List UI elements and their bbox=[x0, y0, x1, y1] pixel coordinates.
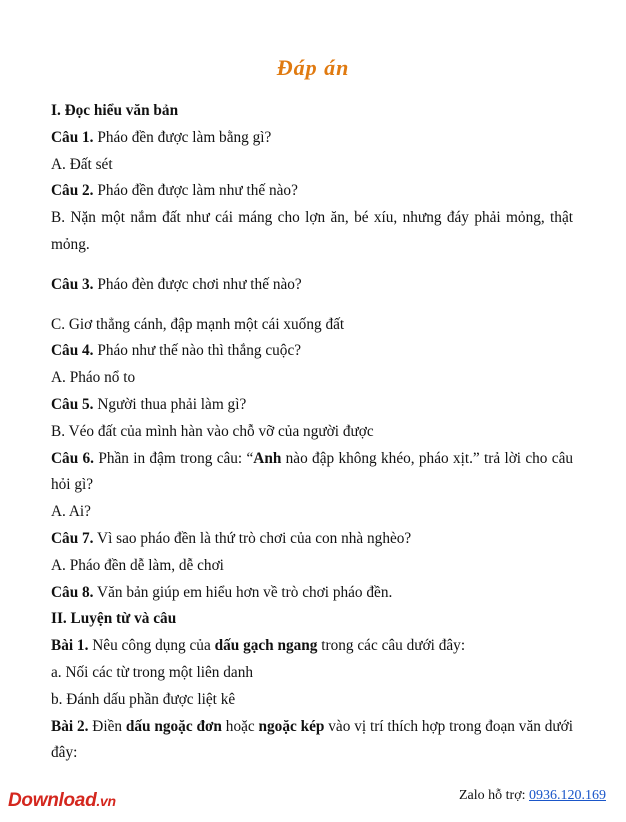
bold-phrase: dấu gạch ngang bbox=[214, 637, 318, 655]
logo-text: Download bbox=[8, 790, 97, 811]
question-text: nào đập không khéo, pháo xịt.” trả lời cho câu hỏi gì? bbox=[51, 449, 574, 494]
question-label: Câu 5. bbox=[51, 395, 94, 413]
download-vn-logo[interactable] bbox=[8, 790, 116, 812]
question-label: Câu 8. bbox=[51, 583, 94, 601]
answer-7: A. Pháo đền dễ làm, dễ chơi bbox=[51, 556, 224, 574]
question-2 bbox=[51, 178, 573, 205]
bold-phrase: ngoặc kép bbox=[258, 717, 325, 735]
question-4 bbox=[51, 338, 573, 365]
question-label: Câu 6. bbox=[51, 449, 94, 467]
question-text: Người thua phải làm gì? bbox=[93, 395, 247, 413]
question-text: Pháo đền được làm như thế nào? bbox=[93, 182, 298, 200]
zalo-label: Zalo hỗ trợ: bbox=[459, 788, 529, 803]
question-3 bbox=[51, 272, 573, 299]
spacer bbox=[51, 299, 573, 312]
question-label: Câu 3. bbox=[51, 275, 94, 293]
exercise-1 bbox=[51, 633, 573, 660]
exercise-text: hoặc bbox=[221, 717, 259, 735]
section-heading-reading: I. Đọc hiểu văn bản bbox=[51, 102, 179, 119]
question-label: Câu 1. bbox=[51, 128, 94, 146]
question-1 bbox=[51, 125, 573, 152]
question-6 bbox=[51, 446, 573, 500]
exercise-label: Bài 2. bbox=[51, 717, 89, 735]
exercise-label: Bài 1. bbox=[51, 637, 89, 655]
bold-phrase: dấu ngoặc đơn bbox=[125, 717, 222, 735]
answer-6: A. Ai? bbox=[51, 503, 91, 521]
answer-2: B. Nặn một nắm đất như cái máng cho lợn ăn, bé xíu, nhưng đáy phải mỏng, thật mỏng. bbox=[51, 209, 573, 253]
answer-content bbox=[51, 98, 573, 767]
answer-4: A. Pháo nổ to bbox=[51, 369, 136, 387]
exercise-text: Nêu công dụng của bbox=[88, 637, 215, 655]
exercise-1-answer-b: b. Đánh dấu phần được liệt kê bbox=[51, 690, 236, 708]
exercise-text: Điền bbox=[88, 717, 126, 735]
question-label: Câu 7. bbox=[51, 529, 94, 547]
exercise-text: trong các câu dưới đây: bbox=[317, 637, 466, 655]
answer-1: A. Đất sét bbox=[51, 155, 113, 173]
spacer bbox=[51, 259, 573, 272]
bold-word: Anh bbox=[253, 449, 282, 467]
question-text: Pháo đền được làm bằng gì? bbox=[93, 128, 272, 146]
logo-tld: .vn bbox=[96, 793, 116, 809]
zalo-phone-link[interactable]: 0936.120.169 bbox=[529, 788, 606, 803]
question-text: Pháo đèn được chơi như thế nào? bbox=[93, 275, 302, 293]
exercise-2 bbox=[51, 714, 573, 768]
page-title: Đáp án bbox=[276, 55, 350, 80]
section-heading-vocab: II. Luyện từ và câu bbox=[51, 610, 177, 628]
question-text: Văn bản giúp em hiểu hơn về trò chơi pháo đền. bbox=[93, 583, 393, 601]
question-label: Câu 4. bbox=[51, 342, 94, 360]
question-text: Phần in đậm trong câu: “ bbox=[94, 449, 254, 467]
answer-5: B. Véo đất của mình hàn vào chỗ vỡ của người được bbox=[51, 422, 374, 440]
question-label: Câu 2. bbox=[51, 182, 94, 200]
question-7 bbox=[51, 526, 573, 553]
answer-3: C. Giơ thẳng cánh, đập mạnh một cái xuống đất bbox=[51, 315, 345, 333]
exercise-1-answer-a: a. Nối các từ trong một liên danh bbox=[51, 663, 253, 681]
question-5 bbox=[51, 392, 573, 419]
question-8 bbox=[51, 580, 573, 607]
zalo-support bbox=[459, 788, 606, 804]
exercise-text: vào vị trí thích hợp trong đoạn văn dưới đây: bbox=[51, 717, 574, 762]
question-text: Pháo như thế nào thì thắng cuộc? bbox=[93, 342, 302, 360]
question-text: Vì sao pháo đền là thứ trò chơi của con nhà nghèo? bbox=[93, 529, 412, 547]
